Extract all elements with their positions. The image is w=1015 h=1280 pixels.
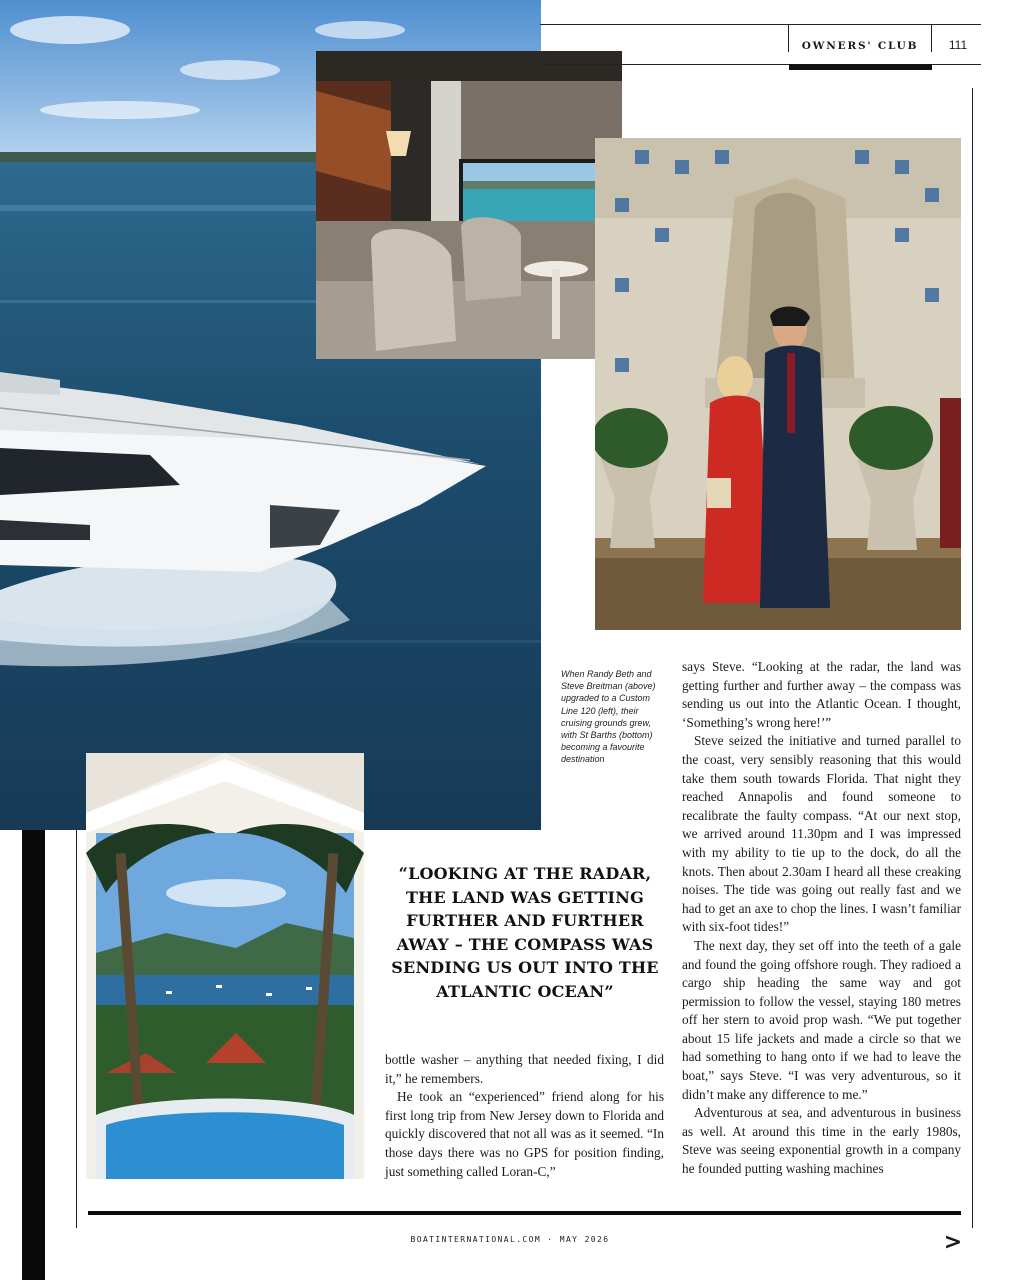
interior-photo — [316, 51, 622, 359]
pull-quote: “LOOKING AT THE RADAR, THE LAND WAS GETTING FURTHER AND FURTHER AWAY – THE COMPASS WAS SENDING US OUT INTO THE ATLANTIC OCEAN” — [391, 864, 659, 1001]
header-divider — [931, 24, 932, 52]
stbarths-photo — [86, 753, 364, 1179]
frame-rule-right — [972, 88, 973, 1228]
page-edge-bar — [22, 830, 45, 1280]
next-page-arrow-icon[interactable]: > — [943, 1230, 963, 1255]
header-rule-top — [540, 24, 981, 25]
footer-site-date: BOATINTERNATIONAL.COM · MAY 2026 — [410, 1235, 610, 1244]
couple-photo-art — [595, 138, 961, 630]
paragraph: The next day, they set off into the teeth of a gale and found the going offshore rough. They radioed a cargo ship heading the same way and got permission to follow the vessel, staying 180 metres off her stern to avoid prop wash. “We put together about 15 life jackets and made a circle so that we had something to hang onto if we had to leave the boat,” says Steve. “I was very adventurous, so it didn’t make any difference to me.” — [682, 937, 961, 1102]
paragraph: Steve seized the initiative and turned parallel to the coast, very sensibly reasoning that this would take them south towards Florida. That night they reached Annapolis and found someone to recalibrate the faulty compass. “At our next stop, we arrived around 11.30pm and I was impressed with my ability to tie up to the dock, do all the knots. Then about 2.30am I heard all these creaking noises. The tide was going out really fast and we had to get an axe to chop the lines. I wasn’t familiar with six-foot tides!” — [682, 733, 961, 935]
interior-photo-art — [316, 51, 622, 359]
photo-caption: When Randy Beth and Steve Breitman (above) upgraded to a Custom Line 120 (left), their cruising grounds grew, with St Barths (bottom) becoming a favourite destination — [561, 669, 656, 765]
paragraph: bottle washer – anything that needed fixing, I did it,” he remembers. — [385, 1052, 664, 1086]
paragraph: Adventurous at sea, and adventurous in business as well. At around this time in the early 1980s, Steve was seeing exponential growth in a company he founded putting washing machines — [682, 1105, 961, 1177]
paragraph: He took an “experienced” friend along for his first long trip from New Jersey down to Florida and quickly discovered that not all was as it seemed. “In those days there was no GPS for position finding, just something called Loran-C,” — [385, 1089, 664, 1179]
body-column-middle — [385, 1051, 664, 1181]
couple-photo — [595, 138, 961, 630]
frame-rule-left — [76, 830, 77, 1228]
stbarths-photo-art — [86, 753, 364, 1179]
paragraph: says Steve. “Looking at the radar, the land was getting further and further away – the compass was sending us out into the Atlantic Ocean. I thought, ‘Something’s wrong here!’” — [682, 659, 961, 730]
header-divider — [788, 24, 789, 52]
footer-rule — [88, 1211, 961, 1215]
page-number: 111 — [948, 38, 968, 52]
body-column-right — [682, 658, 961, 1179]
section-label: OWNERS' CLUB — [801, 40, 919, 52]
section-underline — [789, 64, 932, 70]
